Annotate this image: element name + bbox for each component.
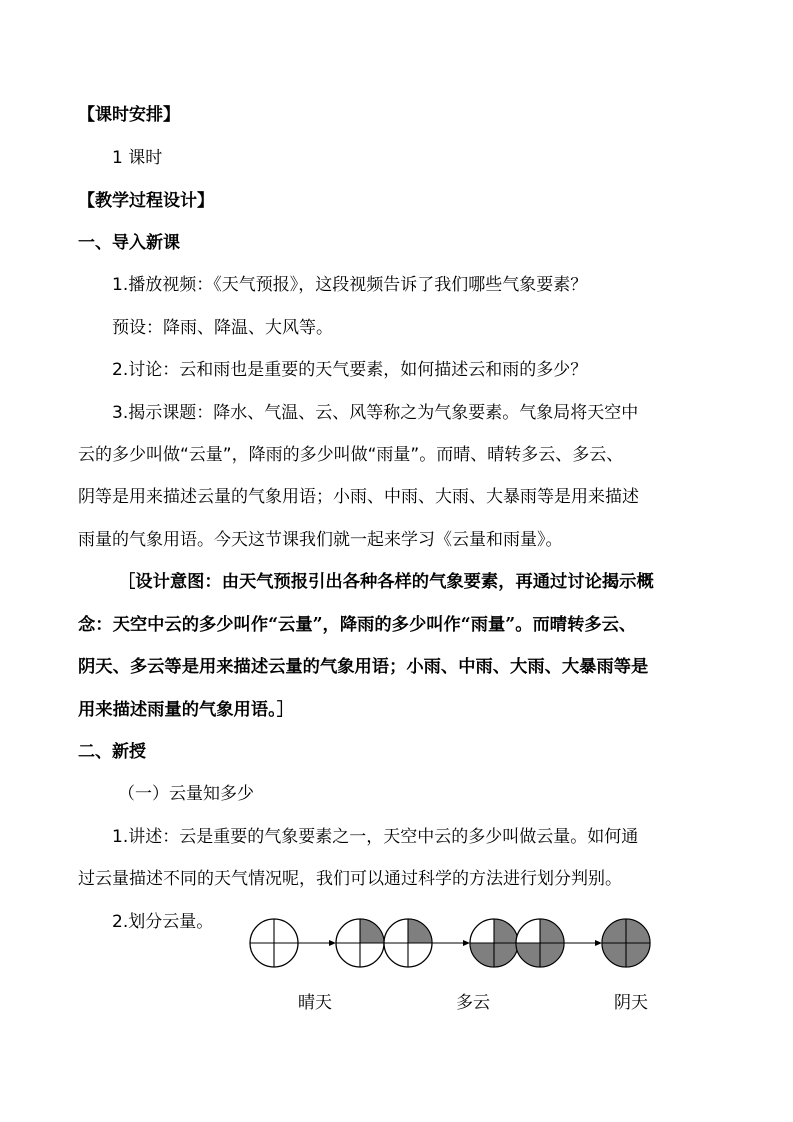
- cloud-quarter: [626, 919, 650, 943]
- arrow-icon: [298, 940, 336, 946]
- label-sunny: 晴天: [298, 993, 332, 1013]
- design-intent-line: 阴天、多云等是用来描述云量的气象用语；小雨、中雨、大雨、大暴雨等是: [78, 657, 649, 677]
- cloud-quarter: [540, 943, 564, 967]
- cloud-quarter: [602, 943, 626, 967]
- sub-heading-cloud: （一）云量知多少: [118, 784, 254, 804]
- newlesson-p1-line: 1.讲述：云是重要的气象要素之一，天空中云的多少叫做云量。如何通: [112, 827, 639, 847]
- schedule-heading: 【课时安排】: [78, 105, 180, 125]
- label-overcast: 阴天: [614, 993, 648, 1013]
- cloud-quarter: [626, 943, 650, 967]
- intro-p2: 2.讨论：云和雨也是重要的天气要素，如何描述云和雨的多少？: [112, 360, 588, 380]
- cloud-circle-to: [602, 919, 650, 967]
- intro-p3-line: 3.揭示课题：降水、气温、云、风等称之为气象要素。气象局将天空中: [112, 403, 639, 423]
- intro-p1-answer: 预设：降雨、降温、大风等。: [112, 318, 333, 338]
- cloud-circle-from: [384, 919, 432, 967]
- intro-p3-line: 雨量的气象用语。今天这节课我们就一起来学习《云量和雨量》。: [78, 530, 563, 550]
- intro-p3-line: 阴等是用来描述云量的气象用语；小雨、中雨、大雨、大暴雨等是用来描述: [78, 487, 639, 507]
- intro-p3-line: 云的多少叫做“云量”，降雨的多少叫做“雨量”。而晴、晴转多云、多云、: [78, 445, 624, 465]
- cloud-circle-to: [470, 919, 518, 967]
- cloud-circle-from: [250, 919, 298, 967]
- design-intent-line: ［设计意图：由天气预报引出各种各样的气象要素，再通过讨论揭示概: [118, 572, 654, 592]
- process-heading: 【教学过程设计】: [78, 191, 214, 211]
- cloud-circle-to: [336, 919, 384, 967]
- design-intent-line: 念：天空中云的多少叫作“云量”，降雨的多少叫作“雨量”。而晴转多云、: [78, 615, 637, 635]
- cloud-circle-from: [516, 919, 564, 967]
- newlesson-p2: 2.划分云量。: [112, 912, 214, 932]
- cloud-quarter: [494, 919, 518, 943]
- schedule-value: 1 课时: [112, 148, 163, 168]
- cloud-quarter: [470, 943, 494, 967]
- part2-heading: 二、新授: [78, 742, 146, 762]
- arrow-icon: [432, 940, 470, 946]
- newlesson-p1-line: 过云量描述不同的天气情况呢，我们可以通过科学的方法进行划分判别。: [78, 869, 622, 889]
- cloud-quarter: [516, 943, 540, 967]
- cloud-quarter: [408, 919, 432, 943]
- part1-heading: 一、导入新课: [78, 233, 180, 253]
- intro-p1: 1.播放视频：《天气预报》，这段视频告诉了我们哪些气象要素？: [112, 275, 588, 295]
- design-intent-line: 用来描述雨量的气象用语。］: [78, 700, 295, 720]
- cloud-amount-diagram: [240, 905, 700, 983]
- cloud-quarter: [540, 919, 564, 943]
- cloud-quarter: [494, 943, 518, 967]
- cloud-quarter: [360, 919, 384, 943]
- arrow-icon: [564, 940, 602, 946]
- cloud-quarter: [602, 919, 626, 943]
- label-cloudy: 多云: [456, 993, 490, 1013]
